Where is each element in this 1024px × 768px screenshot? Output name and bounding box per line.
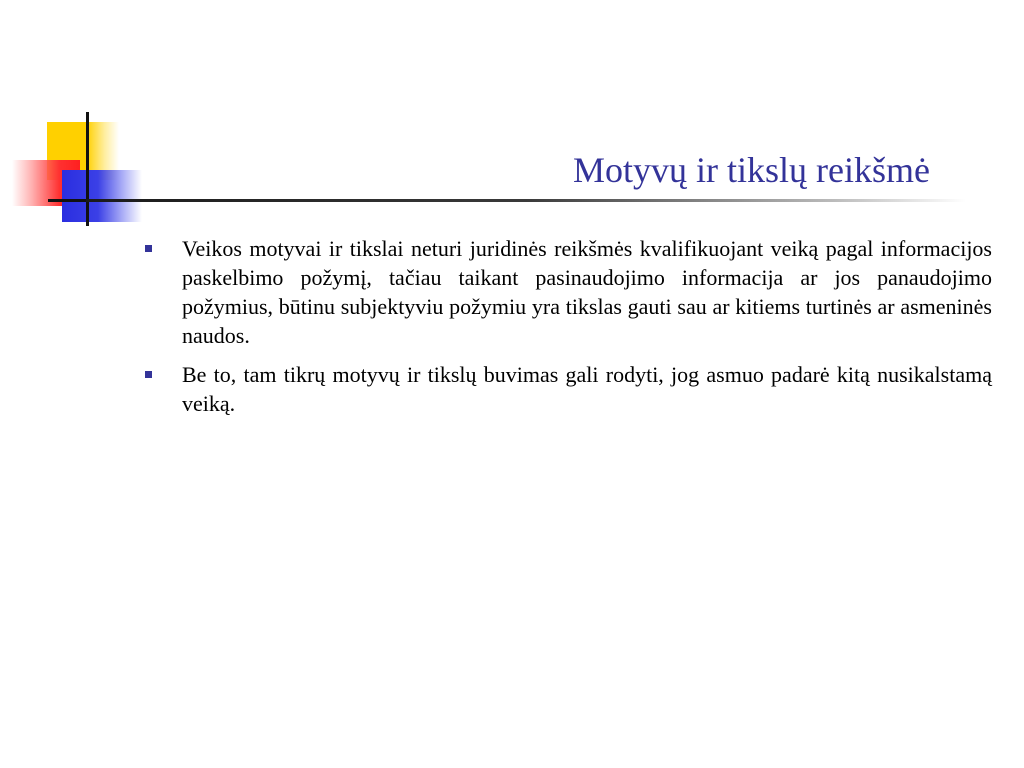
square-bullet-icon (145, 245, 152, 252)
bullet-text: Veikos motyvai ir tikslai neturi juridinės reikšmės kvalifikuojant veiką pagal informacijos paskelbimo požymį, tačiau taikant pasinaudojimo informacija ar jos panaudojimo požymius, būtinu subjektyviu požymiu yra tikslas gauti sau ar kitiems turtinės ar asmeninės naudos. (182, 236, 992, 348)
blue-square-shape (62, 170, 142, 222)
horizontal-line-shape (48, 199, 88, 202)
bullet-text: Be to, tam tikrų motyvų ir tikslų buvimas gali rodyti, jog asmuo padarė kitą nusikalstamą veiką. (182, 362, 992, 416)
title-divider (86, 199, 966, 202)
vertical-line-shape (86, 112, 89, 226)
bullet-item (140, 234, 992, 350)
slide-title: Motyvų ir tikslų reikšmė (573, 150, 930, 190)
square-bullet-icon (145, 371, 152, 378)
bullet-list (140, 234, 992, 428)
bullet-item (140, 360, 992, 418)
decorative-logo (0, 0, 200, 240)
